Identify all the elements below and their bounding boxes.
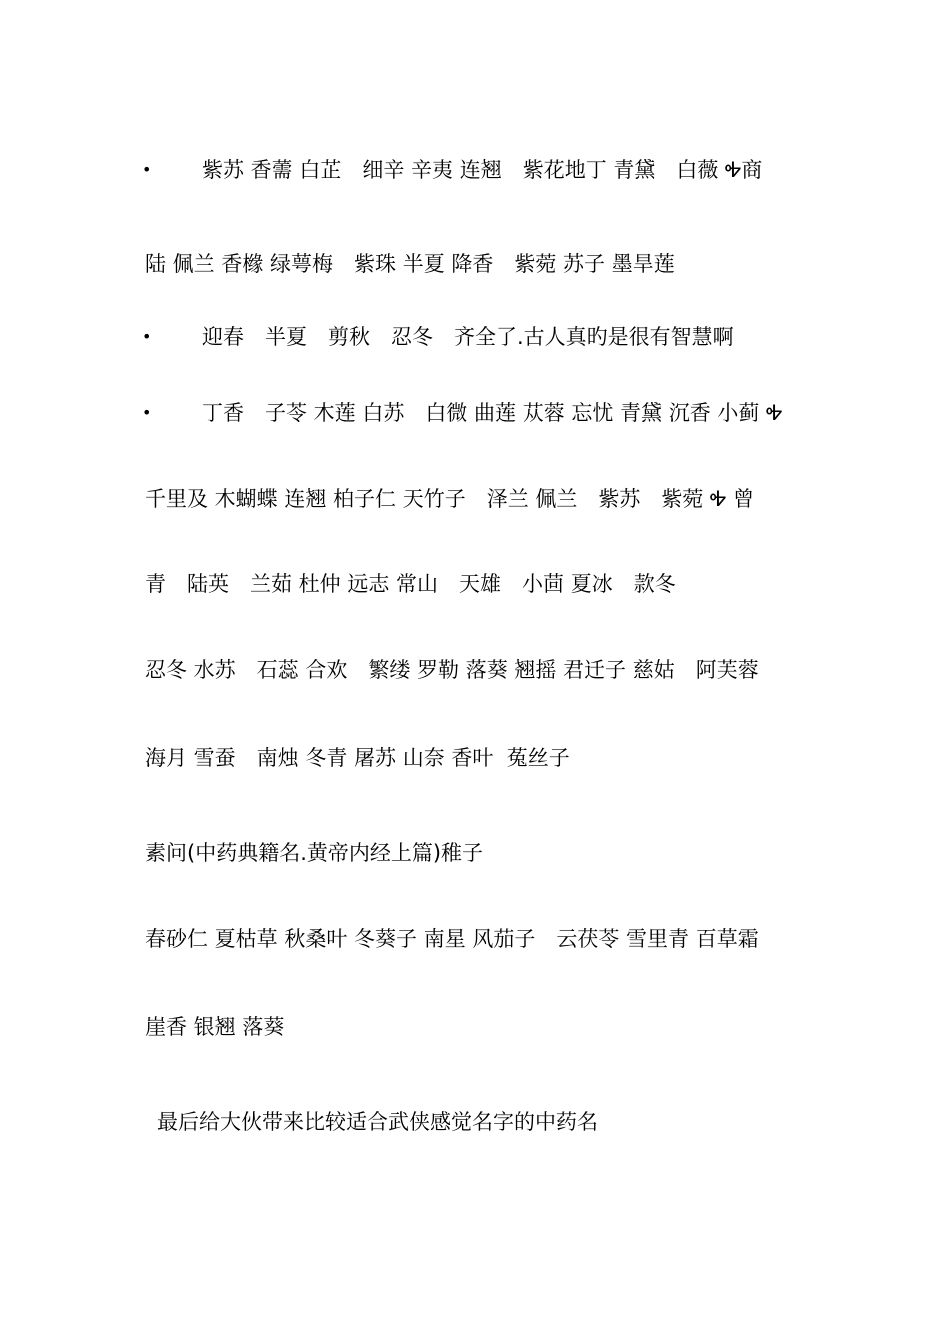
- text-line-1: 紫苏 香薷 白芷 细辛 辛夷 连翘 紫花地丁 青黛 白薇 Ꭽ商: [202, 158, 763, 182]
- text-line-9: 素问(中药典籍名.黄帝内经上篇)稚子: [145, 841, 484, 865]
- text-line-7: 忍冬 水苏 石蕊 合欢 繁缕 罗勒 落葵 翘摇 君迁子 慈姑 阿芙蓉: [145, 658, 759, 682]
- text-line-11: 崖香 银翘 落葵: [145, 1015, 285, 1039]
- text-line-6: 青 陆英 兰茹 杜仲 远志 常山 天雄 小茴 夏冰 款冬: [145, 572, 676, 596]
- text-line-2: 陆 佩兰 香橼 绿萼梅 紫珠 半夏 降香 紫菀 苏子 墨旱莲: [145, 252, 675, 276]
- bullet-3: •: [142, 403, 152, 422]
- text-line-5: 千里及 木蝴蝶 连翘 柏子仁 天竹子 泽兰 佩兰 紫苏 紫菀 Ꭽ 曾: [145, 487, 755, 511]
- text-line-4: 丁香 子苓 木莲 白苏 白微 曲莲 苁蓉 忘忧 青黛 沉香 小蓟 Ꭽ: [202, 401, 783, 425]
- text-line-12: 最后给大伙带来比较适合武侠感觉名字的中药名: [157, 1110, 598, 1134]
- text-line-3: 迎春 半夏 剪秋 忍冬 齐全了.古人真旳是很有智慧啊: [202, 325, 734, 349]
- text-line-8: 海月 雪蚕 南烛 冬青 屠苏 山奈 香叶 菟丝子: [145, 746, 570, 770]
- text-line-10: 春砂仁 夏枯草 秋桑叶 冬葵子 南星 风茄子 云茯苓 雪里青 百草霜: [145, 927, 759, 951]
- bullet-1: •: [142, 160, 152, 179]
- bullet-2: •: [142, 327, 152, 346]
